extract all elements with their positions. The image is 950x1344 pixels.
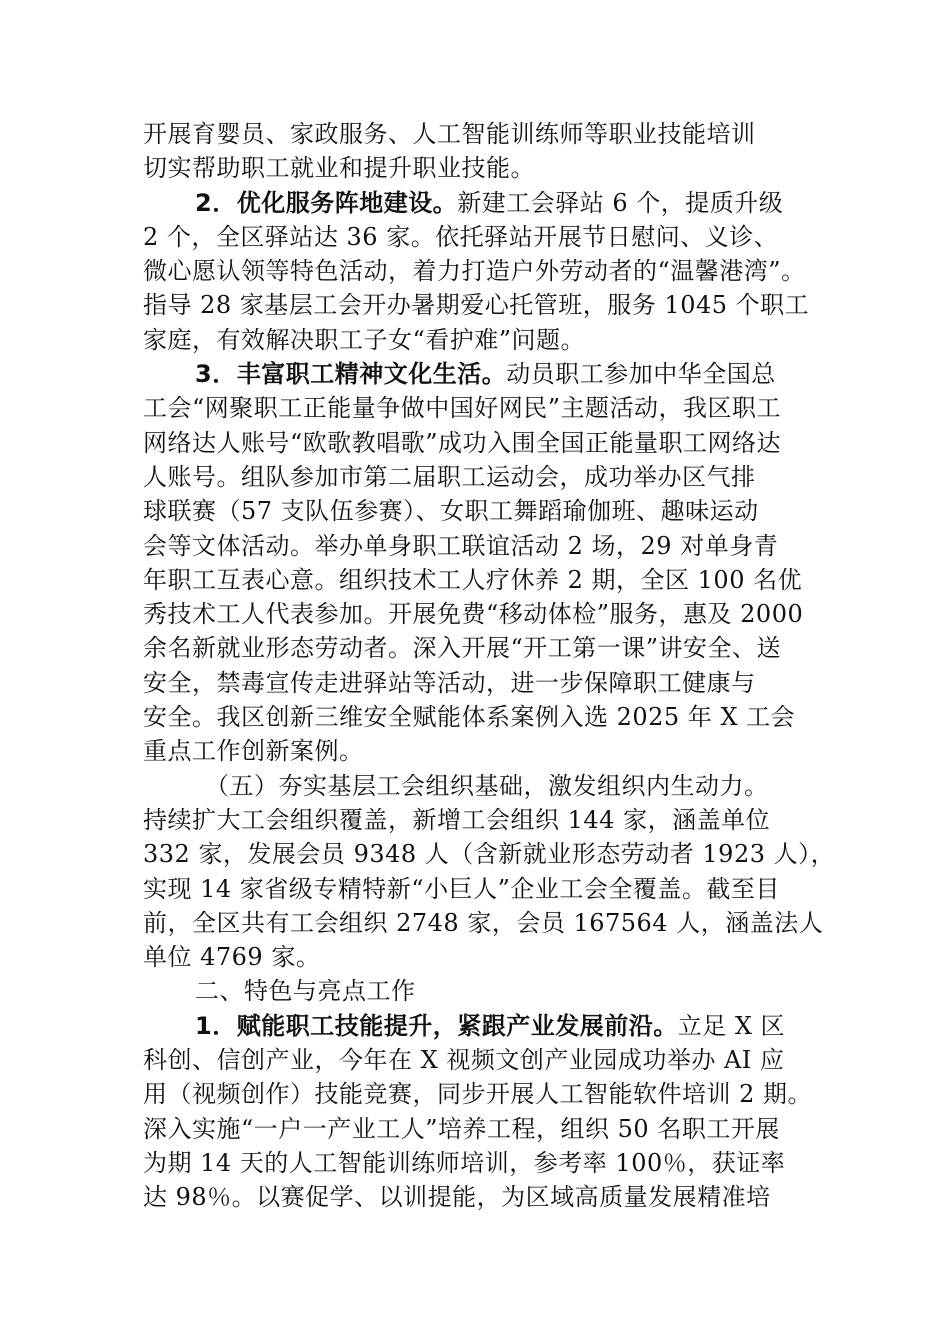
document-line <box>143 391 823 425</box>
line-text: 动员职工参加中华全国总 <box>506 360 776 389</box>
document-line <box>143 254 823 288</box>
line-text: 球联赛（57 支队伍参赛）、女职工舞蹈瑜伽班、趣味运动 <box>143 497 759 526</box>
document-line <box>143 872 823 906</box>
document-line <box>143 666 823 700</box>
document-line <box>143 460 823 494</box>
document-line <box>143 1043 823 1077</box>
line-text: （五）夯实基层工会组织基础，激发组织内生动力。 <box>205 771 769 800</box>
document-line <box>143 426 823 460</box>
document-line <box>143 940 823 974</box>
line-text: 科创、信创产业，今年在 X 视频文创产业园成功举办 AI 应 <box>143 1046 785 1075</box>
document-line <box>143 529 823 563</box>
document-line <box>143 117 823 151</box>
section-heading: 3．丰富职工精神文化生活。 <box>195 360 507 389</box>
line-text: 新建工会驿站 6 个，提质升级 <box>457 188 784 217</box>
document-line <box>143 1146 823 1180</box>
line-text: 开展育婴员、家政服务、人工智能训练师等职业技能培训 <box>143 120 756 148</box>
line-text: 指导 28 家基层工会开办暑期爱心托管班，服务 1045 个职工 <box>143 291 810 320</box>
document-line <box>143 357 823 391</box>
line-text: 年职工互表心意。组织技术工人疗休养 2 期，全区 100 名优 <box>143 565 803 594</box>
document-line <box>143 597 823 631</box>
document-line <box>143 1112 823 1146</box>
line-text: 切实帮助职工就业和提升职业技能。 <box>143 154 535 183</box>
document-line <box>143 769 823 803</box>
line-text: 2 个，全区驿站达 36 家。依托驿站开展节日慰问、义诊、 <box>143 222 779 251</box>
line-text: 会等文体活动。举办单身职工联谊活动 2 场，29 对单身青 <box>143 531 779 560</box>
line-text: 达 98％。以赛促学、以训提能，为区域高质量发展精准培 <box>143 1183 771 1212</box>
document-line <box>143 906 823 940</box>
document-line <box>143 1009 823 1043</box>
document-line <box>143 974 823 1008</box>
section-heading: 2．优化服务阵地建设。 <box>195 188 458 217</box>
line-text: 人账号。组队参加市第二届职工运动会，成功举办区气排 <box>143 462 756 491</box>
line-text: 前，全区共有工会组织 2748 家，会员 167564 人，涵盖法人 <box>143 908 824 937</box>
line-text: 单位 4769 家。 <box>143 943 321 972</box>
line-text: 余名新就业形态劳动者。深入开展“开工第一课”讲安全、送 <box>143 634 782 663</box>
document-line <box>143 151 823 185</box>
document-page <box>143 117 836 1215</box>
document-line <box>143 186 823 220</box>
line-text: 332 家，发展会员 9348 人（含新就业形态劳动者 1923 人）， <box>143 840 836 869</box>
document-line <box>143 803 823 837</box>
line-text: 工会“网聚职工正能量争做中国好网民”主题活动，我区职工 <box>143 394 782 423</box>
document-line <box>143 323 823 357</box>
line-text: 二、特色与亮点工作 <box>195 977 416 1006</box>
document-line <box>143 563 823 597</box>
line-text: 深入实施“一户一产业工人”培养工程，组织 50 名职工开展 <box>143 1114 780 1143</box>
document-line <box>143 631 823 665</box>
section-heading: 1．赋能职工技能提升，紧跟产业发展前沿。 <box>195 1011 678 1040</box>
document-line <box>143 494 823 528</box>
line-text: 家庭，有效解决职工子女“看护难”问题。 <box>143 325 586 354</box>
line-text: 用（视频创作）技能竞赛，同步开展人工智能软件培训 2 期。 <box>143 1080 813 1109</box>
line-text: 实现 14 家省级专精特新“小巨人”企业工会全覆盖。截至目 <box>143 874 780 903</box>
line-text: 安全，禁毒宣传走进驿站等活动，进一步保障职工健康与 <box>143 668 756 697</box>
document-line <box>143 1180 823 1214</box>
document-line <box>143 1077 823 1111</box>
line-text: 立足 X 区 <box>677 1011 786 1040</box>
document-line <box>143 700 823 734</box>
document-line <box>143 220 823 254</box>
line-text: 为期 14 天的人工智能训练师培训，参考率 100％，获证率 <box>143 1148 786 1177</box>
line-text: 重点工作创新案例。 <box>143 737 364 766</box>
line-text: 微心愿认领等特色活动，着力打造户外劳动者的“温馨港湾”。 <box>143 257 806 286</box>
line-text: 秀技术工人代表参加。开展免费“移动体检”服务，惠及 2000 <box>143 600 804 629</box>
line-text: 安全。我区创新三维安全赋能体系案例入选 2025 年 X 工会 <box>143 703 796 732</box>
document-line <box>143 288 823 322</box>
line-text: 持续扩大工会组织覆盖，新增工会组织 144 家，涵盖单位 <box>143 805 771 834</box>
document-line <box>143 734 823 768</box>
document-line <box>143 837 836 871</box>
line-text: 网络达人账号“欧歌教唱歌”成功入围全国正能量职工网络达 <box>143 428 782 457</box>
